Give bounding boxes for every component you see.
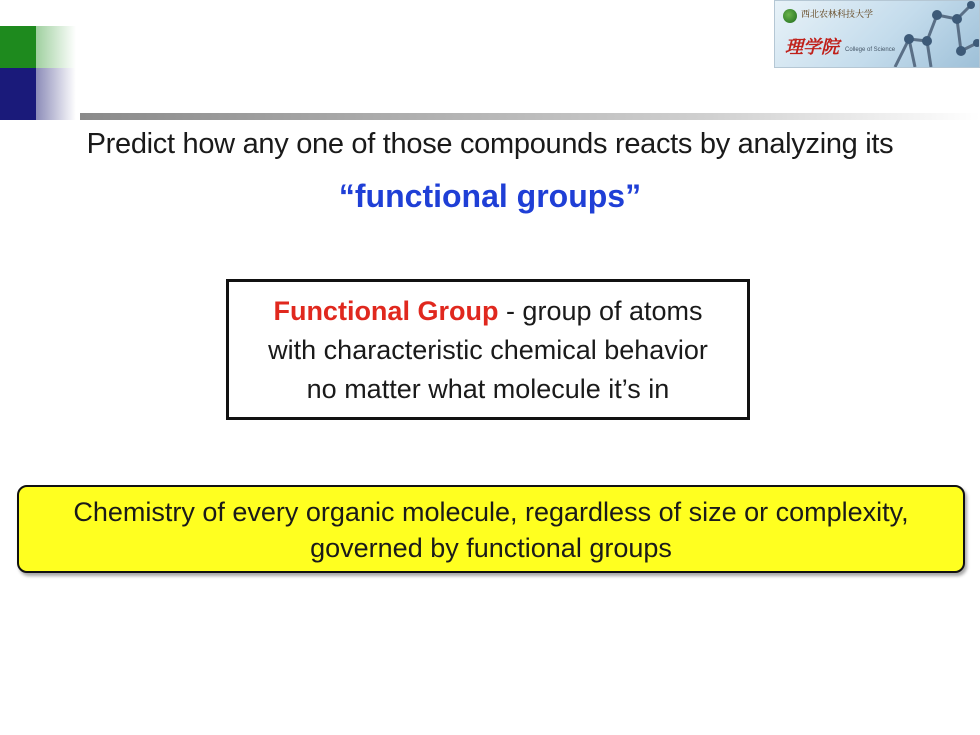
definition-line-3: no matter what molecule it’s in	[306, 374, 670, 404]
decor-green-square	[0, 26, 36, 68]
header-rule	[80, 113, 980, 120]
decor-green-fade	[36, 26, 76, 68]
university-seal-icon	[783, 9, 797, 23]
logo-university-name: 西北农林科技大学	[801, 10, 874, 20]
note-line-2: governed by functional groups	[310, 533, 672, 563]
college-logo	[774, 0, 980, 68]
definition-box	[226, 279, 750, 420]
highlight-note	[17, 485, 965, 573]
logo-college-name: 理学院	[785, 37, 839, 58]
definition-line-2: with characteristic chemical behavior	[268, 335, 708, 365]
molecule-model-icon	[887, 1, 979, 68]
decor-navy-fade	[36, 68, 76, 120]
definition-line-1-text: - group of atoms	[498, 296, 703, 326]
decor-navy-square	[0, 68, 36, 120]
definition-line-1	[229, 292, 747, 331]
note-line-1: Chemistry of every organic molecule, regardless of size or complexity,	[73, 497, 909, 527]
page-subheading: “functional groups”	[338, 178, 642, 214]
logo-college-english: College of Science	[845, 47, 896, 53]
definition-term: Functional Group	[273, 296, 499, 326]
page-headline: Predict how any one of those compounds reacts by analyzing its	[86, 128, 894, 160]
